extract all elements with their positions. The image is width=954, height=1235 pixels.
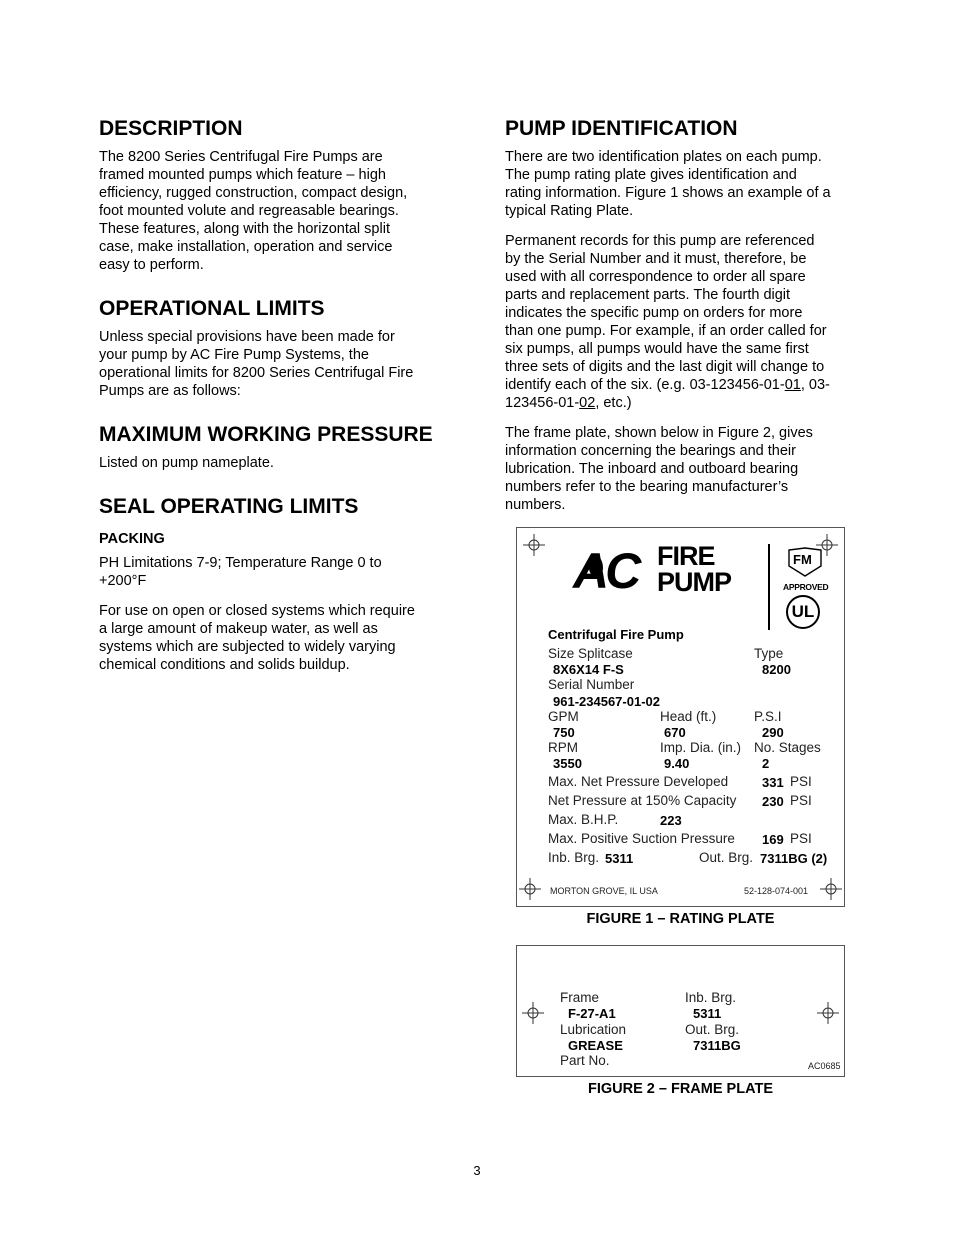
imp-dia-value: 9.40 (664, 756, 690, 771)
pump-identification-heading: PUMP IDENTIFICATION (505, 117, 738, 140)
size-label: Size Splitcase (548, 646, 633, 661)
lubrication-value: GREASE (568, 1038, 623, 1053)
rpm-value: 3550 (553, 756, 582, 771)
packing-limits-text: PH Limitations 7-9; Temperature Range 0 to +200°F (99, 555, 382, 589)
lubrication-label: Lubrication (560, 1022, 627, 1037)
logo-ac-text: AC (573, 543, 638, 599)
bhp-value: 223 (660, 813, 682, 828)
figure1-caption: FIGURE 1 – RATING PLATE (586, 911, 775, 927)
net-pressure-150-label: Net Pressure at 150% Capacity (548, 793, 737, 808)
crosshair-icon (817, 1002, 839, 1024)
imp-dia-label: Imp. Dia. (in.) (660, 740, 742, 755)
inboard-bearing-label: Inb. Brg. (548, 850, 600, 865)
description-heading: DESCRIPTION (99, 117, 243, 140)
pump-id-para3: The frame plate, shown below in Figure 2, gives information concerning the bearings and their lubrication. The inboard and outboard bearing numbers refer to the bearing manufacturer’s numbers. (505, 425, 813, 513)
rating-plate-figure (516, 527, 845, 907)
logo-divider (768, 544, 770, 630)
gpm-value: 750 (553, 725, 575, 740)
frame-label: Frame (560, 990, 600, 1005)
bhp-label: Max. B.H.P. (548, 812, 619, 827)
max-net-pressure-value: 331 (762, 775, 784, 790)
ac-fire-pump-logo (573, 540, 733, 600)
net-pressure-150-value: 230 (762, 794, 784, 809)
head-label: Head (ft.) (660, 709, 717, 724)
operational-limits-heading: OPERATIONAL LIMITS (99, 297, 325, 320)
frame-outboard-value: 7311BG (693, 1038, 741, 1053)
logo-pump-text: PUMP (657, 567, 732, 597)
serial-value: 961-234567-01-02 (553, 694, 660, 709)
seal-limits-section (99, 494, 449, 674)
crosshair-icon (523, 534, 545, 556)
fm-approved-mark: FM APPROVED (775, 546, 835, 596)
outboard-bearing-value: 7311BG (2) (760, 851, 828, 866)
max-net-pressure-unit: PSI (790, 774, 812, 789)
left-column (99, 116, 449, 696)
max-pressure-text: Listed on pump nameplate. (99, 455, 274, 471)
net-pressure-150-unit: PSI (790, 793, 812, 808)
max-net-pressure-label: Max. Net Pressure Developed (548, 774, 729, 789)
frame-inboard-label: Inb. Brg. (685, 990, 737, 1005)
figure2-caption: FIGURE 2 – FRAME PLATE (587, 1081, 774, 1097)
packing-use-text: For use on open or closed systems which require a large amount of makeup water, as well as systems which are subjected to widely varying chemical conditions and solids buildup. (99, 603, 415, 673)
psi-value: 290 (762, 725, 784, 740)
size-value: 8X6X14 F-S (553, 662, 624, 677)
gpm-label: GPM (548, 709, 579, 724)
operational-limits-text: Unless special provisions have been made for your pump by AC Fire Pump Systems, the operational limits for 8200 Series Centrifugal Fire Pumps are as follows: (99, 329, 414, 399)
pump-id-para1: There are two identification plates on each pump. The pump rating plate gives identification and rating information. Figure 1 shows an example of a typical Rating Plate. (505, 149, 831, 219)
frame-plate-figure (516, 945, 845, 1077)
max-pressure-heading: MAXIMUM WORKING PRESSURE (99, 423, 433, 446)
crosshair-icon (519, 878, 541, 900)
logo-fire-text: FIRE (657, 541, 715, 571)
frame-inboard-value: 5311 (693, 1006, 722, 1021)
frame-plate-code: AC0685 (808, 1061, 841, 1071)
description-section (99, 116, 449, 274)
part-no-label: Part No. (560, 1053, 610, 1068)
frame-outboard-label: Out. Brg. (685, 1022, 740, 1037)
max-pressure-section (99, 422, 449, 472)
plate-part-code: 52-128-074-001 (744, 886, 809, 896)
serial-label: Serial Number (548, 677, 635, 692)
plate-location: MORTON GROVE, IL USA (550, 886, 658, 896)
page-number: 3 (473, 1163, 481, 1178)
suction-pressure-label: Max. Positive Suction Pressure (548, 831, 735, 846)
outboard-bearing-label: Out. Brg. (699, 850, 754, 865)
stages-label: No. Stages (754, 740, 821, 755)
type-value: 8200 (762, 662, 791, 677)
stages-value: 2 (762, 756, 770, 771)
inboard-bearing-value: 5311 (605, 851, 634, 866)
packing-subheading: PACKING (99, 531, 165, 547)
frame-value: F-27-A1 (568, 1006, 616, 1021)
rpm-label: RPM (548, 740, 578, 755)
crosshair-icon (820, 878, 842, 900)
description-text: The 8200 Series Centrifugal Fire Pumps are framed mounted pumps which feature – high efficiency, rugged construction, compact design, foot mounted volute and regreasable bearings. These features, along with the horizontal split case, make installation, operation and service easy to perform. (99, 149, 408, 273)
crosshair-icon (522, 1002, 544, 1024)
seal-limits-heading: SEAL OPERATING LIMITS (99, 495, 359, 518)
right-column (505, 116, 860, 514)
operational-limits-section (99, 296, 449, 400)
head-value: 670 (664, 725, 686, 740)
suction-pressure-unit: PSI (790, 831, 812, 846)
plate-title: Centrifugal Fire Pump (548, 627, 684, 642)
type-label: Type (754, 646, 784, 661)
suction-pressure-value: 169 (762, 832, 784, 847)
ul-logo: UL (786, 595, 820, 629)
psi-label: P.S.I (754, 709, 782, 724)
pump-id-para2: Permanent records for this pump are referenced by the Serial Number and it must, therefore, be used with all correspondence to order all spare parts and replacement parts. The fourth digit indicates the specific pump on orders for more than one pump. For example, if an order called for six pumps, all pumps would have the same first three sets of digits and the last digit will change to identify each of the six. (e.g. 03-123456-01-01, 03- 123456-01-02, etc.) (505, 233, 830, 411)
